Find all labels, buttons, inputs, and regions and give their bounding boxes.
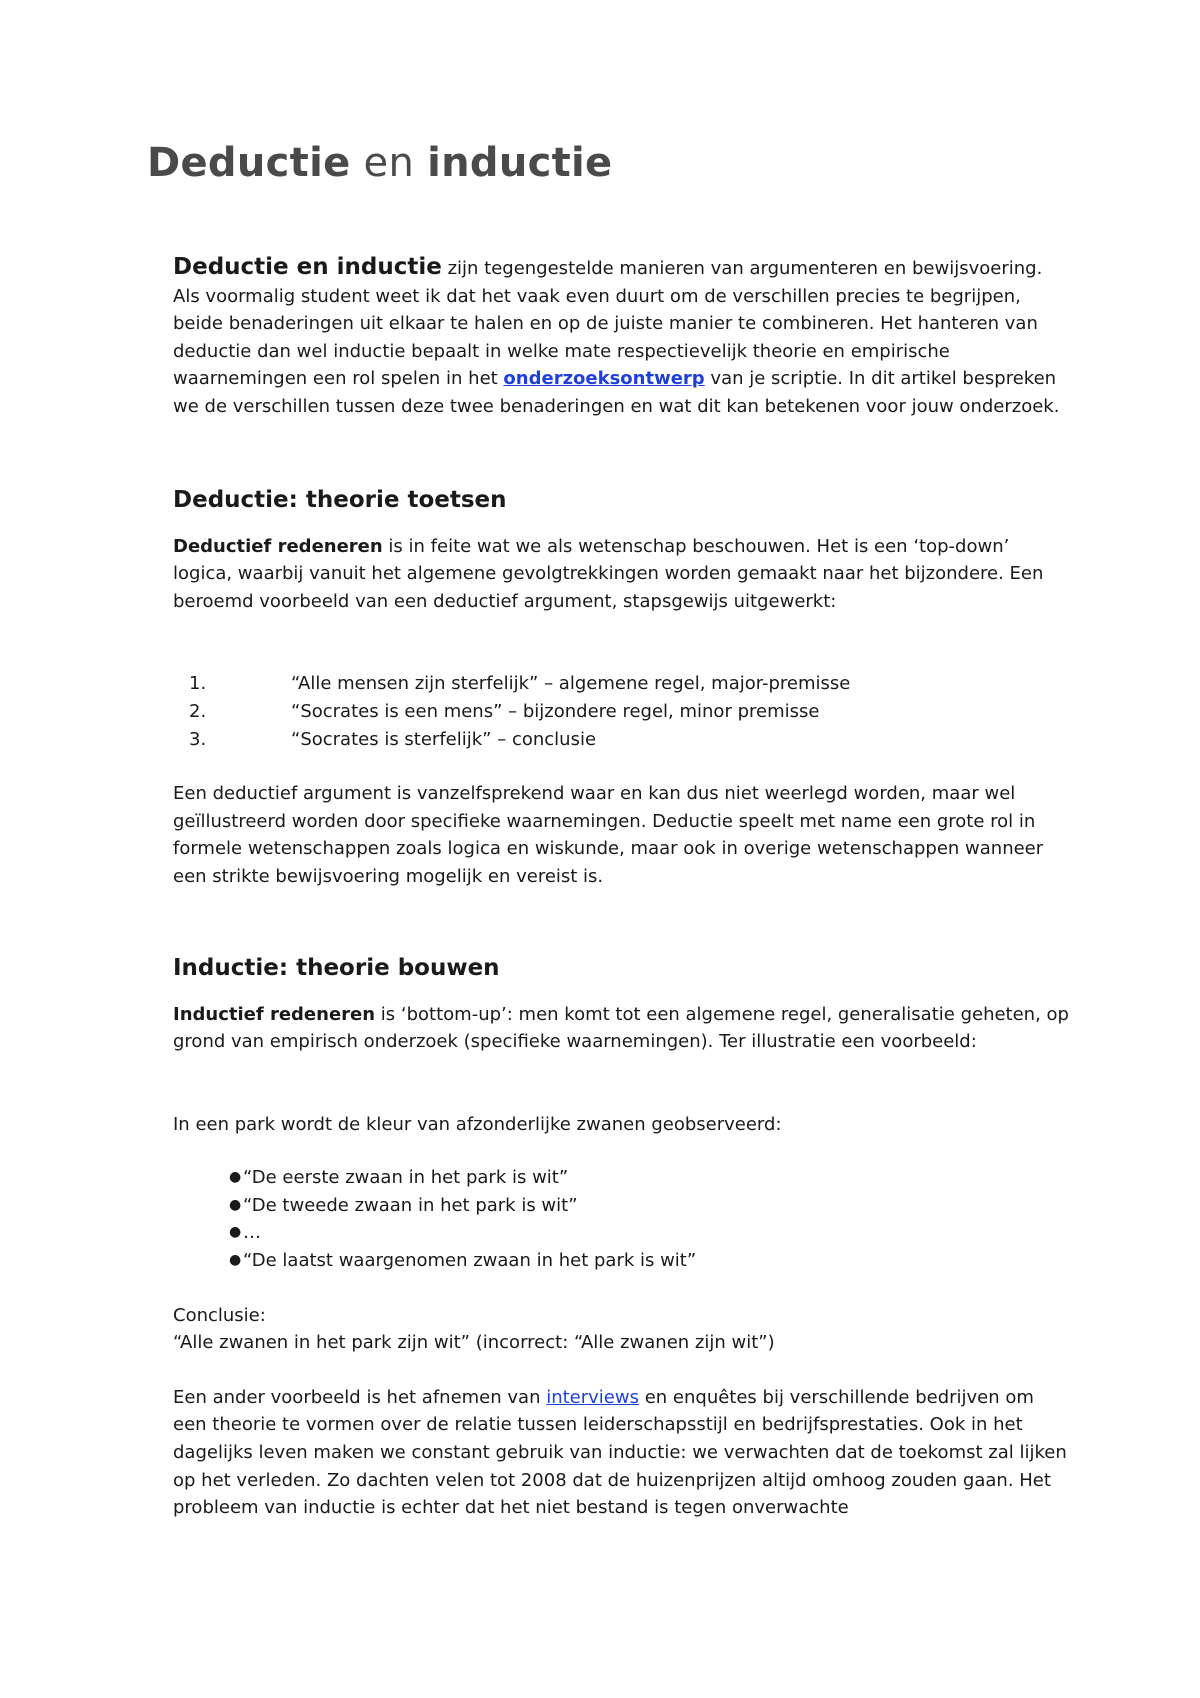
deductie-lead: Deductief redeneren: [173, 535, 383, 557]
list-item: [173, 698, 1073, 726]
list-item: [173, 670, 1073, 698]
deductie-steps-list: [173, 670, 1073, 753]
observation-text: “De laatst waargenomen zwaan in het park is wit”: [243, 1250, 697, 1272]
observation-text: “De tweede zwaan in het park is wit”: [243, 1194, 578, 1216]
intro-paragraph: [173, 254, 1073, 421]
intro-text-1: zijn tegengestelde manieren van argumenteren en bewijsvoering. Als voormalig student weet ik dat het vaak even duurt om de verschillen precies te begrijpen, beide benaderingen uit elkaar te halen en op de juiste manier te combineren. Het hanteren van deductie dan wel inductie bepaalt in welke mate respectievelijk theorie en empirische waarnemingen een rol spelen in het: [173, 258, 1043, 390]
step-number: 3.: [189, 728, 207, 750]
conclusion-label: Conclusie:: [173, 1304, 266, 1326]
interviews-link[interactable]: interviews: [546, 1386, 639, 1408]
deductie-text: is in feite wat we als wetenschap beschouwen. Het is een ‘top-down’ logica, waarbij vanuit het algemene gevolgtrekkingen worden gemaakt naar het bijzondere. Een beroemd voorbeeld van een deductief argument, stapsgewijs uitgewerkt:: [173, 535, 1044, 612]
list-item: [173, 1247, 1073, 1275]
inductie-heading: Inductie: theorie bouwen: [173, 954, 500, 981]
deductie-heading: Deductie: theorie toetsen: [173, 486, 507, 513]
step-text: “Socrates is sterfelijk” – conclusie: [291, 728, 597, 750]
list-item: [173, 1164, 1073, 1192]
conclusion-text: “Alle zwanen in het park zijn wit” (incorrect: “Alle zwanen zijn wit”): [173, 1332, 775, 1354]
observation-text: …: [243, 1222, 261, 1244]
bullet-icon: ●: [229, 1224, 242, 1241]
list-item: [173, 1219, 1073, 1247]
intro-lead: Deductie en inductie: [173, 254, 442, 280]
title-connector: en: [350, 140, 428, 186]
title-word-deductie: Deductie: [147, 140, 351, 186]
step-text: “Alle mensen zijn sterfelijk” – algemene regel, major-premisse: [291, 673, 851, 695]
closing-text-2: en enquêtes bij verschillende bedrijven om een theorie te vormen over de relatie tussen leiderschapsstijl en bedrijfsprestaties. Ook in het dagelijks leven maken we constant gebruik van inductie: we verwachten dat de toekomst zal lijken op het verleden. Zo dachten velen tot 2008 dat de huizenprijzen altijd omhoog zouden gaan. Het probleem van inductie is echter dat het niet bestand is tegen onverwachte: [173, 1386, 1067, 1519]
onderzoeksontwerp-link[interactable]: onderzoeksontwerp: [503, 368, 705, 390]
list-item: [173, 1192, 1073, 1220]
deductie-after-paragraph: Een deductief argument is vanzelfsprekend waar en kan dus niet weerlegd worden, maar wel geïllustreerd worden door specifieke waarnemingen. Deductie speelt met name een grote rol in formele wetenschappen zoals logica en wiskunde, maar ook in overige wetenschappen wanneer een strikte bewijsvoering mogelijk en vereist is.: [173, 783, 1044, 887]
title-word-inductie: inductie: [427, 140, 613, 186]
closing-paragraph: [173, 1384, 1073, 1522]
bullet-icon: ●: [229, 1252, 242, 1269]
bullet-icon: ●: [229, 1169, 242, 1186]
closing-text-1: Een ander voorbeeld is het afnemen van: [173, 1386, 547, 1408]
observations-list: [173, 1164, 1073, 1274]
park-intro: In een park wordt de kleur van afzonderlijke zwanen geobserveerd:: [173, 1113, 782, 1135]
bullet-icon: ●: [229, 1196, 242, 1213]
inductie-text: is ‘bottom-up’: men komt tot een algemene regel, generalisatie geheten, op grond van empirisch onderzoek (specifieke waarnemingen). Ter illustratie een voorbeeld:: [173, 1003, 1069, 1053]
page-title: [147, 140, 612, 186]
observation-text: “De eerste zwaan in het park is wit”: [243, 1167, 569, 1189]
document-body: [173, 254, 1073, 1522]
step-number: 1.: [189, 673, 207, 695]
step-text: “Socrates is een mens” – bijzondere regel, minor premisse: [291, 700, 820, 722]
step-number: 2.: [189, 700, 207, 722]
list-item: [173, 726, 1073, 754]
intro-text-2: van je scriptie. In dit artikel bespreken we de verschillen tussen deze twee benaderingen en wat dit kan betekenen voor jouw onderzoek.: [173, 368, 1060, 417]
inductie-paragraph: [173, 1001, 1073, 1056]
inductie-lead: Inductief redeneren: [173, 1003, 376, 1025]
deductie-paragraph: [173, 533, 1073, 616]
